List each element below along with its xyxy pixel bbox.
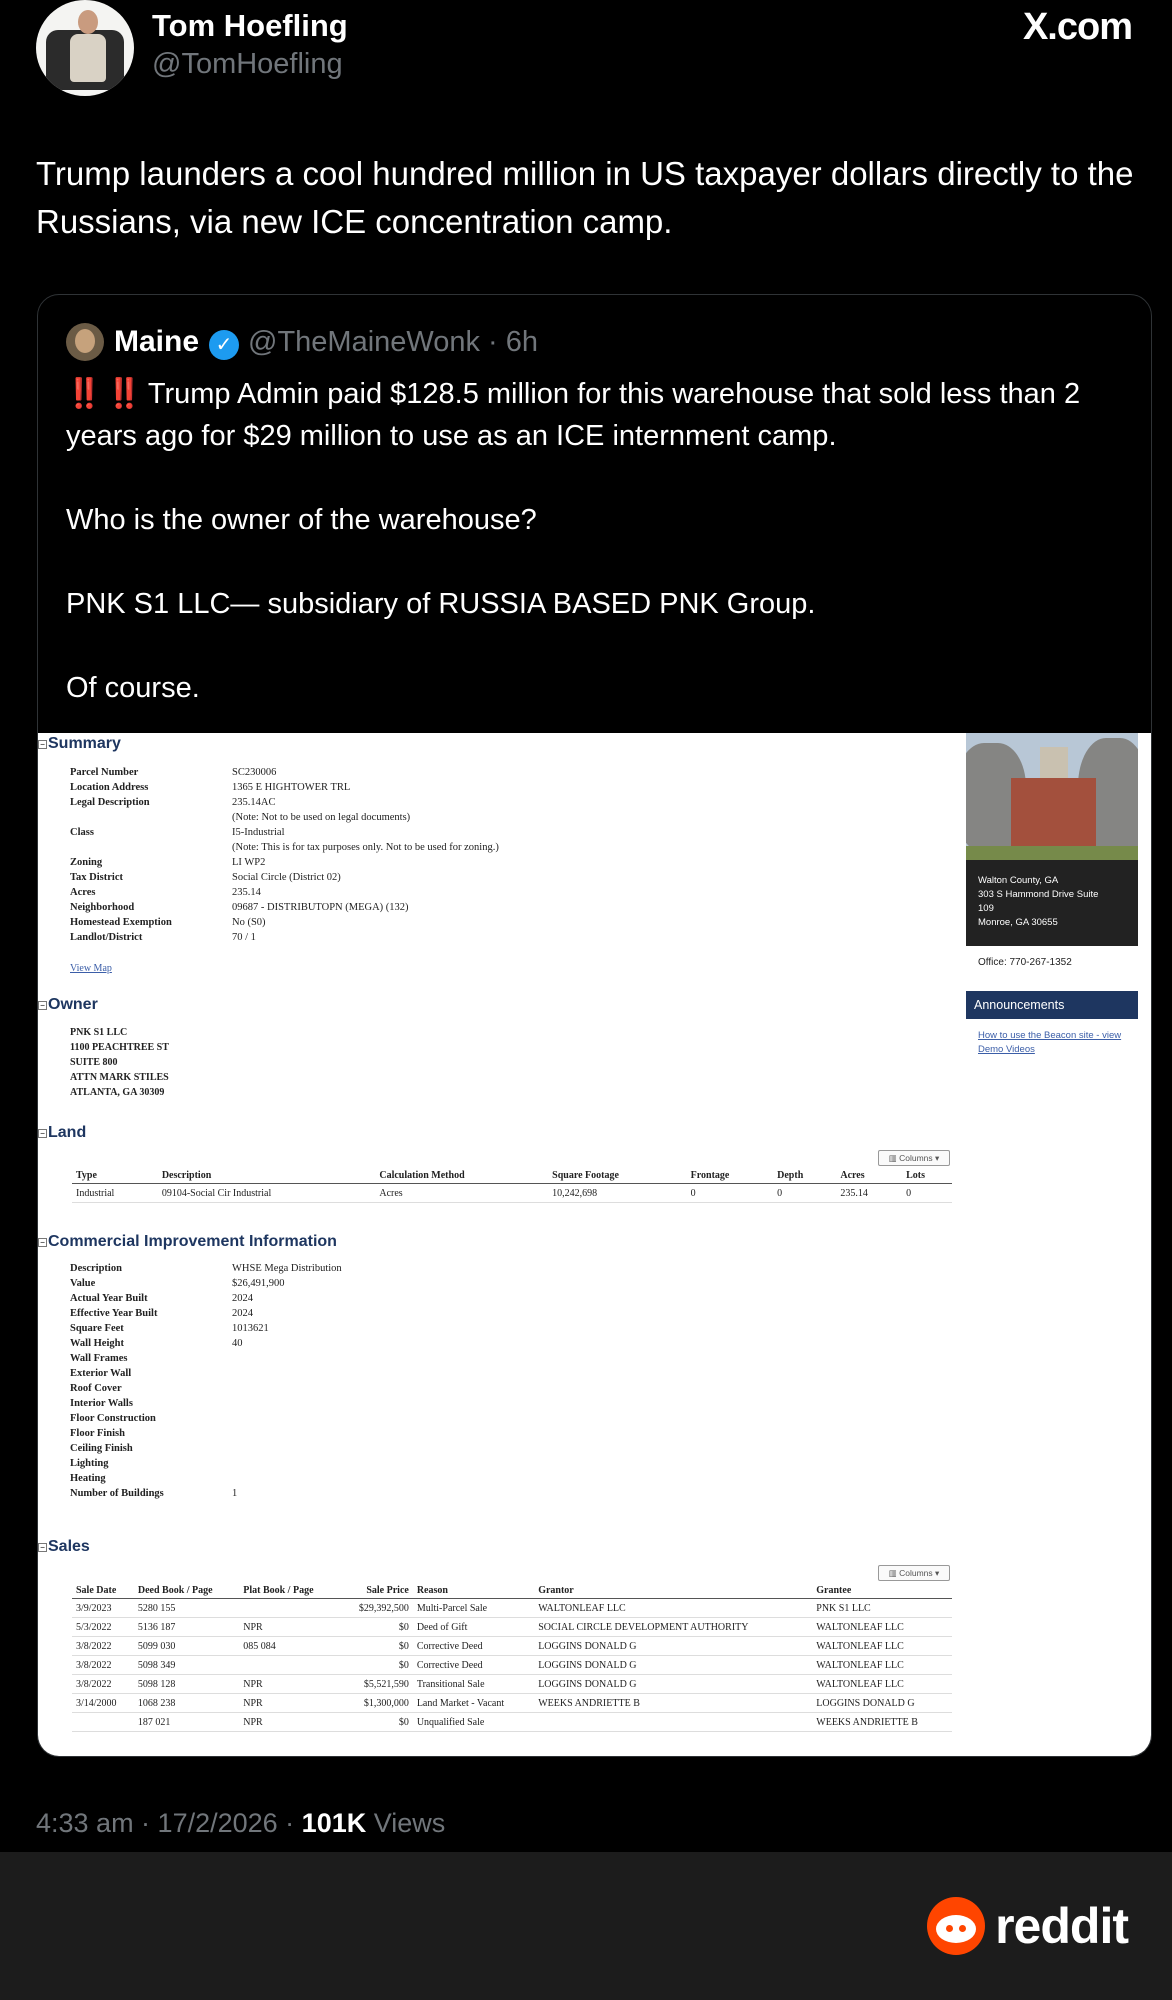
owner-line: 1100 PEACHTREE ST [70, 1042, 169, 1053]
sales-cell: Deed of Gift [413, 1618, 534, 1637]
summary-field-value: 09687 - DISTRIBUTOPN (MEGA) (132) [232, 902, 409, 913]
summary-field-label: Zoning [70, 857, 103, 868]
sales-column-header: Sale Price [339, 1584, 413, 1599]
summary-field-value: (Note: This is for tax purposes only. Not to be used for zoning.) [232, 842, 499, 853]
sales-column-header: Reason [413, 1584, 534, 1599]
sales-cell [239, 1599, 339, 1618]
improvement-field-label: Wall Frames [70, 1353, 128, 1364]
office-phone: Office: 770-267-1352 [978, 957, 1072, 968]
land-cell: 235.14 [836, 1184, 902, 1203]
land-column-header: Calculation Method [375, 1169, 548, 1184]
view-map-link[interactable]: View Map [70, 963, 112, 974]
sales-cell: LOGGINS DONALD G [812, 1694, 952, 1713]
sales-cell: NPR [239, 1694, 339, 1713]
sales-cell: 5280 155 [134, 1599, 239, 1618]
reddit-snoo-icon [927, 1897, 985, 1955]
collapse-icon: − [38, 740, 47, 749]
summary-field-value: SC230006 [232, 767, 277, 778]
sales-column-header: Plat Book / Page [239, 1584, 339, 1599]
sales-cell: $5,521,590 [339, 1675, 413, 1694]
sales-column-header: Sale Date [72, 1584, 134, 1599]
improvement-field-label: Interior Walls [70, 1398, 133, 1409]
improvement-field-label: Heating [70, 1473, 106, 1484]
sales-cell: NPR [239, 1675, 339, 1694]
sales-cell: 5098 128 [134, 1675, 239, 1694]
quoted-tweet-text [66, 373, 1126, 751]
county-address [966, 860, 1138, 946]
quoted-line-3: PNK S1 LLC— subsidiary of RUSSIA BASED PNK Group. [66, 588, 816, 620]
improvement-field-label: Lighting [70, 1458, 109, 1469]
improvement-field-value: 2024 [232, 1293, 253, 1304]
reddit-footer-bar [0, 1852, 1172, 2000]
sales-table [72, 1584, 952, 1732]
improvement-field-label: Exterior Wall [70, 1368, 132, 1379]
commercial-improvement-heading: − Commercial Improvement Information [38, 1233, 337, 1251]
announcements-header: Announcements [966, 991, 1138, 1019]
sales-cell: LOGGINS DONALD G [534, 1656, 812, 1675]
summary-field-value: LI WP2 [232, 857, 266, 868]
land-cell: 10,242,698 [548, 1184, 686, 1203]
improvement-field-label: Effective Year Built [70, 1308, 158, 1319]
summary-heading: − Summary [38, 735, 121, 753]
table-row [72, 1637, 952, 1656]
table-row [72, 1599, 952, 1618]
sales-column-header: Grantee [812, 1584, 952, 1599]
x-logo-icon: X.com [1022, 6, 1132, 48]
table-row [72, 1713, 952, 1732]
views-count: 101K [301, 1808, 367, 1838]
sales-cell: 3/9/2023 [72, 1599, 134, 1618]
owner-line: SUITE 800 [70, 1057, 118, 1068]
demo-videos-link[interactable]: How to use the Beacon site - view Demo Videos [978, 1030, 1122, 1055]
sales-cell: $29,392,500 [339, 1599, 413, 1618]
table-row [72, 1694, 952, 1713]
sales-cell: WALTONLEAF LLC [534, 1599, 812, 1618]
sales-cell: WEEKS ANDRIETTE B [812, 1713, 952, 1732]
improvement-field-label: Floor Construction [70, 1413, 156, 1424]
sales-cell [534, 1713, 812, 1732]
sales-cell: SOCIAL CIRCLE DEVELOPMENT AUTHORITY [534, 1618, 812, 1637]
avatar-photo-body [70, 34, 106, 82]
land-column-header: Description [158, 1169, 376, 1184]
property-record-image[interactable] [38, 733, 1152, 1757]
summary-field-label: Class [70, 827, 94, 838]
tweet-meta [36, 1808, 445, 1839]
summary-field-label: Acres [70, 887, 96, 898]
owner-address [70, 1025, 169, 1100]
sales-cell: 5099 030 [134, 1637, 239, 1656]
summary-field-value: 70 / 1 [232, 932, 256, 943]
collapse-icon: − [38, 1129, 47, 1138]
collapse-icon: − [38, 1001, 47, 1010]
sales-cell: Land Market - Vacant [413, 1694, 534, 1713]
collapse-icon: − [38, 1543, 47, 1552]
sales-cell: WALTONLEAF LLC [812, 1637, 952, 1656]
land-column-header: Frontage [687, 1169, 774, 1184]
sales-cell: $0 [339, 1637, 413, 1656]
table-row [72, 1675, 952, 1694]
land-table [72, 1169, 952, 1203]
sales-cell: 5136 187 [134, 1618, 239, 1637]
sales-cell: Transitional Sale [413, 1675, 534, 1694]
sales-cell: $0 [339, 1618, 413, 1637]
sales-cell: Corrective Deed [413, 1637, 534, 1656]
county-address-line: 109 [978, 903, 994, 914]
improvement-field-label: Roof Cover [70, 1383, 122, 1394]
author-handle[interactable]: @TomHoefling [152, 48, 343, 80]
sales-cell: $1,300,000 [339, 1694, 413, 1713]
sales-cell: 3/8/2022 [72, 1656, 134, 1675]
quoted-author-handle-time[interactable]: @TheMaineWonk · 6h [248, 326, 539, 358]
summary-field-value: 235.14AC [232, 797, 276, 808]
reddit-logo[interactable] [927, 1894, 1128, 1958]
sales-cell: Corrective Deed [413, 1656, 534, 1675]
collapse-icon: − [38, 1238, 47, 1247]
table-row [72, 1184, 952, 1203]
summary-field-value: No (S0) [232, 917, 266, 928]
land-cell: 09104-Social Cir Industrial [158, 1184, 376, 1203]
owner-line: ATTN MARK STILES [70, 1072, 169, 1083]
improvement-field-label: Square Feet [70, 1323, 124, 1334]
sales-cell: 3/14/2000 [72, 1694, 134, 1713]
summary-field-label: Location Address [70, 782, 149, 793]
verified-badge-icon: ✓ [209, 330, 239, 360]
sales-cell [72, 1713, 134, 1732]
land-column-header: Square Footage [548, 1169, 686, 1184]
sales-column-header: Grantor [534, 1584, 812, 1599]
summary-field-value: (Note: Not to be used on legal documents) [232, 812, 411, 823]
land-column-header: Depth [773, 1169, 836, 1184]
sales-cell: 085 084 [239, 1637, 339, 1656]
improvement-field-label: Number of Buildings [70, 1488, 164, 1499]
quoted-author-avatar[interactable] [66, 323, 104, 361]
author-name[interactable]: Tom Hoefling [152, 8, 348, 43]
land-header-row [72, 1169, 952, 1184]
sales-cell: WALTONLEAF LLC [812, 1675, 952, 1694]
improvement-field-label: Actual Year Built [70, 1293, 148, 1304]
improvement-field-value: WHSE Mega Distribution [232, 1263, 342, 1274]
summary-field-label: Landlot/District [70, 932, 143, 943]
sales-columns-button[interactable]: ▥ Columns ▾ [878, 1565, 950, 1581]
avatar-photo-head [78, 10, 98, 34]
land-columns-button[interactable]: ▥ Columns ▾ [878, 1150, 950, 1166]
owner-heading: − Owner [38, 996, 98, 1014]
reddit-wordmark: reddit [995, 1898, 1128, 1954]
improvement-field-value: $26,491,900 [232, 1278, 285, 1289]
sales-column-header: Deed Book / Page [134, 1584, 239, 1599]
county-address-line: Monroe, GA 30655 [978, 917, 1058, 928]
improvement-field-value: 1 [232, 1488, 238, 1499]
sales-cell: LOGGINS DONALD G [534, 1637, 812, 1656]
summary-field-value: I5-Industrial [232, 827, 285, 838]
land-cell: 0 [687, 1184, 774, 1203]
summary-field-value: 235.14 [232, 887, 261, 898]
sales-cell: 5098 349 [134, 1656, 239, 1675]
table-row [72, 1618, 952, 1637]
sales-cell: WALTONLEAF LLC [812, 1618, 952, 1637]
sales-cell: LOGGINS DONALD G [534, 1675, 812, 1694]
improvement-field-label: Value [70, 1278, 96, 1289]
improvement-field-label: Wall Height [70, 1338, 124, 1349]
owner-line: PNK S1 LLC [70, 1027, 128, 1038]
sales-cell: WALTONLEAF LLC [812, 1656, 952, 1675]
land-cell: Industrial [72, 1184, 158, 1203]
double-exclamation-icon: ‼️ ‼️ [66, 378, 141, 410]
sales-cell: 3/8/2022 [72, 1675, 134, 1694]
sales-header-row [72, 1584, 952, 1599]
sales-cell: Multi-Parcel Sale [413, 1599, 534, 1618]
land-cell: 0 [902, 1184, 952, 1203]
county-address-line: 303 S Hammond Drive Suite [978, 889, 1099, 900]
improvement-field-value: 40 [232, 1338, 243, 1349]
improvement-field-label: Description [70, 1263, 122, 1274]
sales-cell: NPR [239, 1713, 339, 1732]
sales-cell: $0 [339, 1713, 413, 1732]
summary-field-label: Tax District [70, 872, 123, 883]
improvement-field-label: Floor Finish [70, 1428, 125, 1439]
improvement-field-value: 2024 [232, 1308, 253, 1319]
sales-cell: PNK S1 LLC [812, 1599, 952, 1618]
improvement-field-value: 1013621 [232, 1323, 269, 1334]
summary-field-value: Social Circle (District 02) [232, 872, 341, 883]
sales-cell [239, 1656, 339, 1675]
owner-line: ATLANTA, GA 30309 [70, 1087, 165, 1098]
sales-cell: Unqualified Sale [413, 1713, 534, 1732]
quoted-tweet-card[interactable] [37, 294, 1152, 1757]
sales-heading: − Sales [38, 1538, 90, 1556]
sales-cell: 1068 238 [134, 1694, 239, 1713]
author-avatar[interactable] [36, 0, 134, 96]
tweet-timestamp[interactable]: 4:33 am · 17/2/2026 · [36, 1808, 302, 1838]
land-column-header: Acres [836, 1169, 902, 1184]
land-cell: Acres [375, 1184, 548, 1203]
sales-cell: WEEKS ANDRIETTE B [534, 1694, 812, 1713]
county-address-line: Walton County, GA [978, 875, 1059, 886]
improvement-field-label: Ceiling Finish [70, 1443, 133, 1454]
sales-cell: 5/3/2022 [72, 1618, 134, 1637]
views-label: Views [366, 1808, 446, 1838]
summary-field-label: Neighborhood [70, 902, 135, 913]
table-row [72, 1656, 952, 1675]
land-column-header: Type [72, 1169, 158, 1184]
sales-cell: NPR [239, 1618, 339, 1637]
land-column-header: Lots [902, 1169, 952, 1184]
land-cell: 0 [773, 1184, 836, 1203]
courthouse-photo [966, 733, 1138, 860]
summary-field-value: 1365 E HIGHTOWER TRL [232, 782, 351, 793]
quoted-line-2: Who is the owner of the warehouse? [66, 504, 537, 536]
summary-field-label: Legal Description [70, 797, 150, 808]
quoted-line-1: Trump Admin paid $128.5 million for this warehouse that sold less than 2 years ago for $29 million to use as an ICE internment camp. [66, 378, 1081, 452]
quoted-line-4: Of course. [66, 672, 200, 704]
summary-field-label: Parcel Number [70, 767, 139, 778]
sales-cell: 3/8/2022 [72, 1637, 134, 1656]
quoted-author-name[interactable]: Maine [114, 325, 200, 358]
sales-cell: $0 [339, 1656, 413, 1675]
summary-field-label: Homestead Exemption [70, 917, 172, 928]
tweet-text: Trump launders a cool hundred million in US taxpayer dollars directly to the Russians, via new ICE concentration camp. [36, 155, 1134, 240]
land-heading: − Land [38, 1124, 86, 1142]
sales-cell: 187 021 [134, 1713, 239, 1732]
